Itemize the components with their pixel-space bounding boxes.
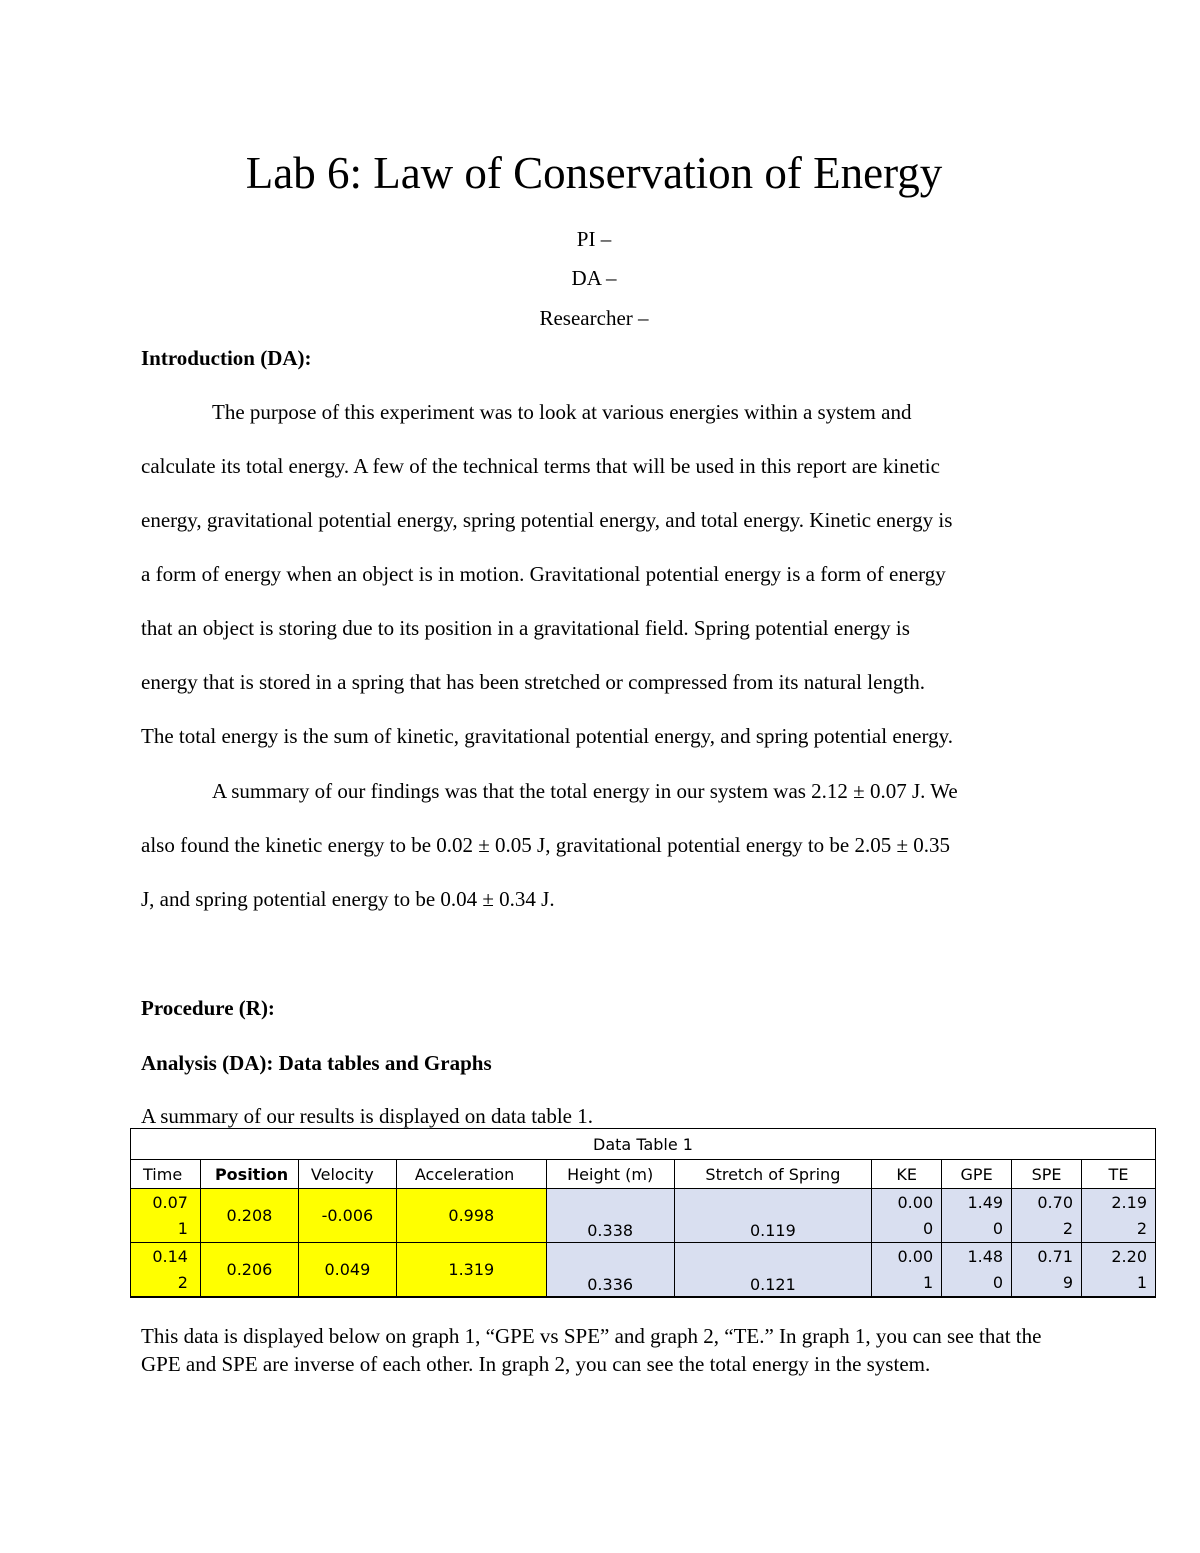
cell-acceleration: 0.998 — [396, 1189, 546, 1243]
graph-description: This data is displayed below on graph 1, “GPE vs SPE” and graph 2, “TE.” In graph 1, you can see that the GPE and SPE are inverse of each other. In graph 2, you can see the total energy in the system. — [141, 1324, 1042, 1376]
cell-te: 2.19 2 — [1082, 1189, 1156, 1243]
text-line: calculate its total energy. A few of the technical terms that will be used in this report are kinetic — [141, 454, 940, 478]
column-header-time: Time — [131, 1160, 201, 1189]
column-header-position: Position — [200, 1160, 298, 1189]
introduction-paragraph-2 — [141, 764, 1061, 926]
text-line: energy, gravitational potential energy, spring potential energy, and total energy. Kinetic energy is — [141, 508, 953, 532]
cell-time: 0.14 2 — [131, 1243, 201, 1298]
introduction-heading: Introduction (DA): — [141, 346, 312, 370]
cell-velocity: -0.006 — [298, 1189, 396, 1243]
text-line: The purpose of this experiment was to look at various energies within a system and — [212, 400, 912, 424]
cell-time: 0.07 1 — [131, 1189, 201, 1243]
cell-gpe: 1.49 0 — [942, 1189, 1012, 1243]
text-line: a form of energy when an object is in motion. Gravitational potential energy is a form of energy — [141, 562, 946, 586]
cell-spe: 0.71 9 — [1012, 1243, 1082, 1298]
page-title: Lab 6: Law of Conservation of Energy — [245, 148, 943, 198]
column-header-spe: SPE — [1012, 1160, 1082, 1189]
cell-velocity: 0.049 — [298, 1243, 396, 1298]
cell-acceleration: 1.319 — [396, 1243, 546, 1298]
text-line: The total energy is the sum of kinetic, gravitational potential energy, and spring potential energy. — [141, 724, 953, 748]
cell-ke: 0.00 1 — [872, 1243, 942, 1298]
table-row — [131, 1189, 1156, 1243]
table-title: Data Table 1 — [131, 1129, 1156, 1160]
cell-spe: 0.70 2 — [1012, 1189, 1082, 1243]
cell-gpe: 1.48 0 — [942, 1243, 1012, 1298]
column-header-gpe: GPE — [942, 1160, 1012, 1189]
role-pi: PI – — [576, 227, 612, 251]
column-header-height: Height (m) — [546, 1160, 674, 1189]
role-da: DA – — [571, 266, 617, 290]
column-header-te: TE — [1082, 1160, 1156, 1189]
cell-stretch: 0.121 — [674, 1243, 872, 1298]
text-line: J, and spring potential energy to be 0.04 ± 0.34 J. — [141, 887, 555, 911]
text-line: energy that is stored in a spring that has been stretched or compressed from its natural length. — [141, 670, 925, 694]
column-header-stretch: Stretch of Spring — [674, 1160, 872, 1189]
text-line: A summary of our findings was that the total energy in our system was 2.12 ± 0.07 J. We — [212, 779, 958, 803]
data-table-1 — [130, 1128, 1156, 1298]
role-researcher: Researcher – — [539, 306, 649, 330]
table-caption: A summary of our results is displayed on data table 1. — [141, 1104, 594, 1128]
column-header-velocity: Velocity — [298, 1160, 396, 1189]
cell-stretch: 0.119 — [674, 1189, 872, 1243]
analysis-heading: Analysis (DA): Data tables and Graphs — [141, 1051, 492, 1075]
cell-height: 0.338 — [546, 1189, 674, 1243]
column-header-ke: KE — [872, 1160, 942, 1189]
procedure-heading: Procedure (R): — [141, 996, 275, 1020]
introduction-paragraph-1 — [141, 385, 1061, 763]
cell-position: 0.206 — [200, 1243, 298, 1298]
text-line: also found the kinetic energy to be 0.02 ± 0.05 J, gravitational potential energy to be 2.05 ± 0.35 — [141, 833, 951, 857]
cell-ke: 0.00 0 — [872, 1189, 942, 1243]
column-header-acceleration: Acceleration — [396, 1160, 546, 1189]
table-row — [131, 1243, 1156, 1298]
cell-position: 0.208 — [200, 1189, 298, 1243]
cell-height: 0.336 — [546, 1243, 674, 1298]
cell-te: 2.20 1 — [1082, 1243, 1156, 1298]
text-line: that an object is storing due to its position in a gravitational field. Spring potential energy is — [141, 616, 910, 640]
